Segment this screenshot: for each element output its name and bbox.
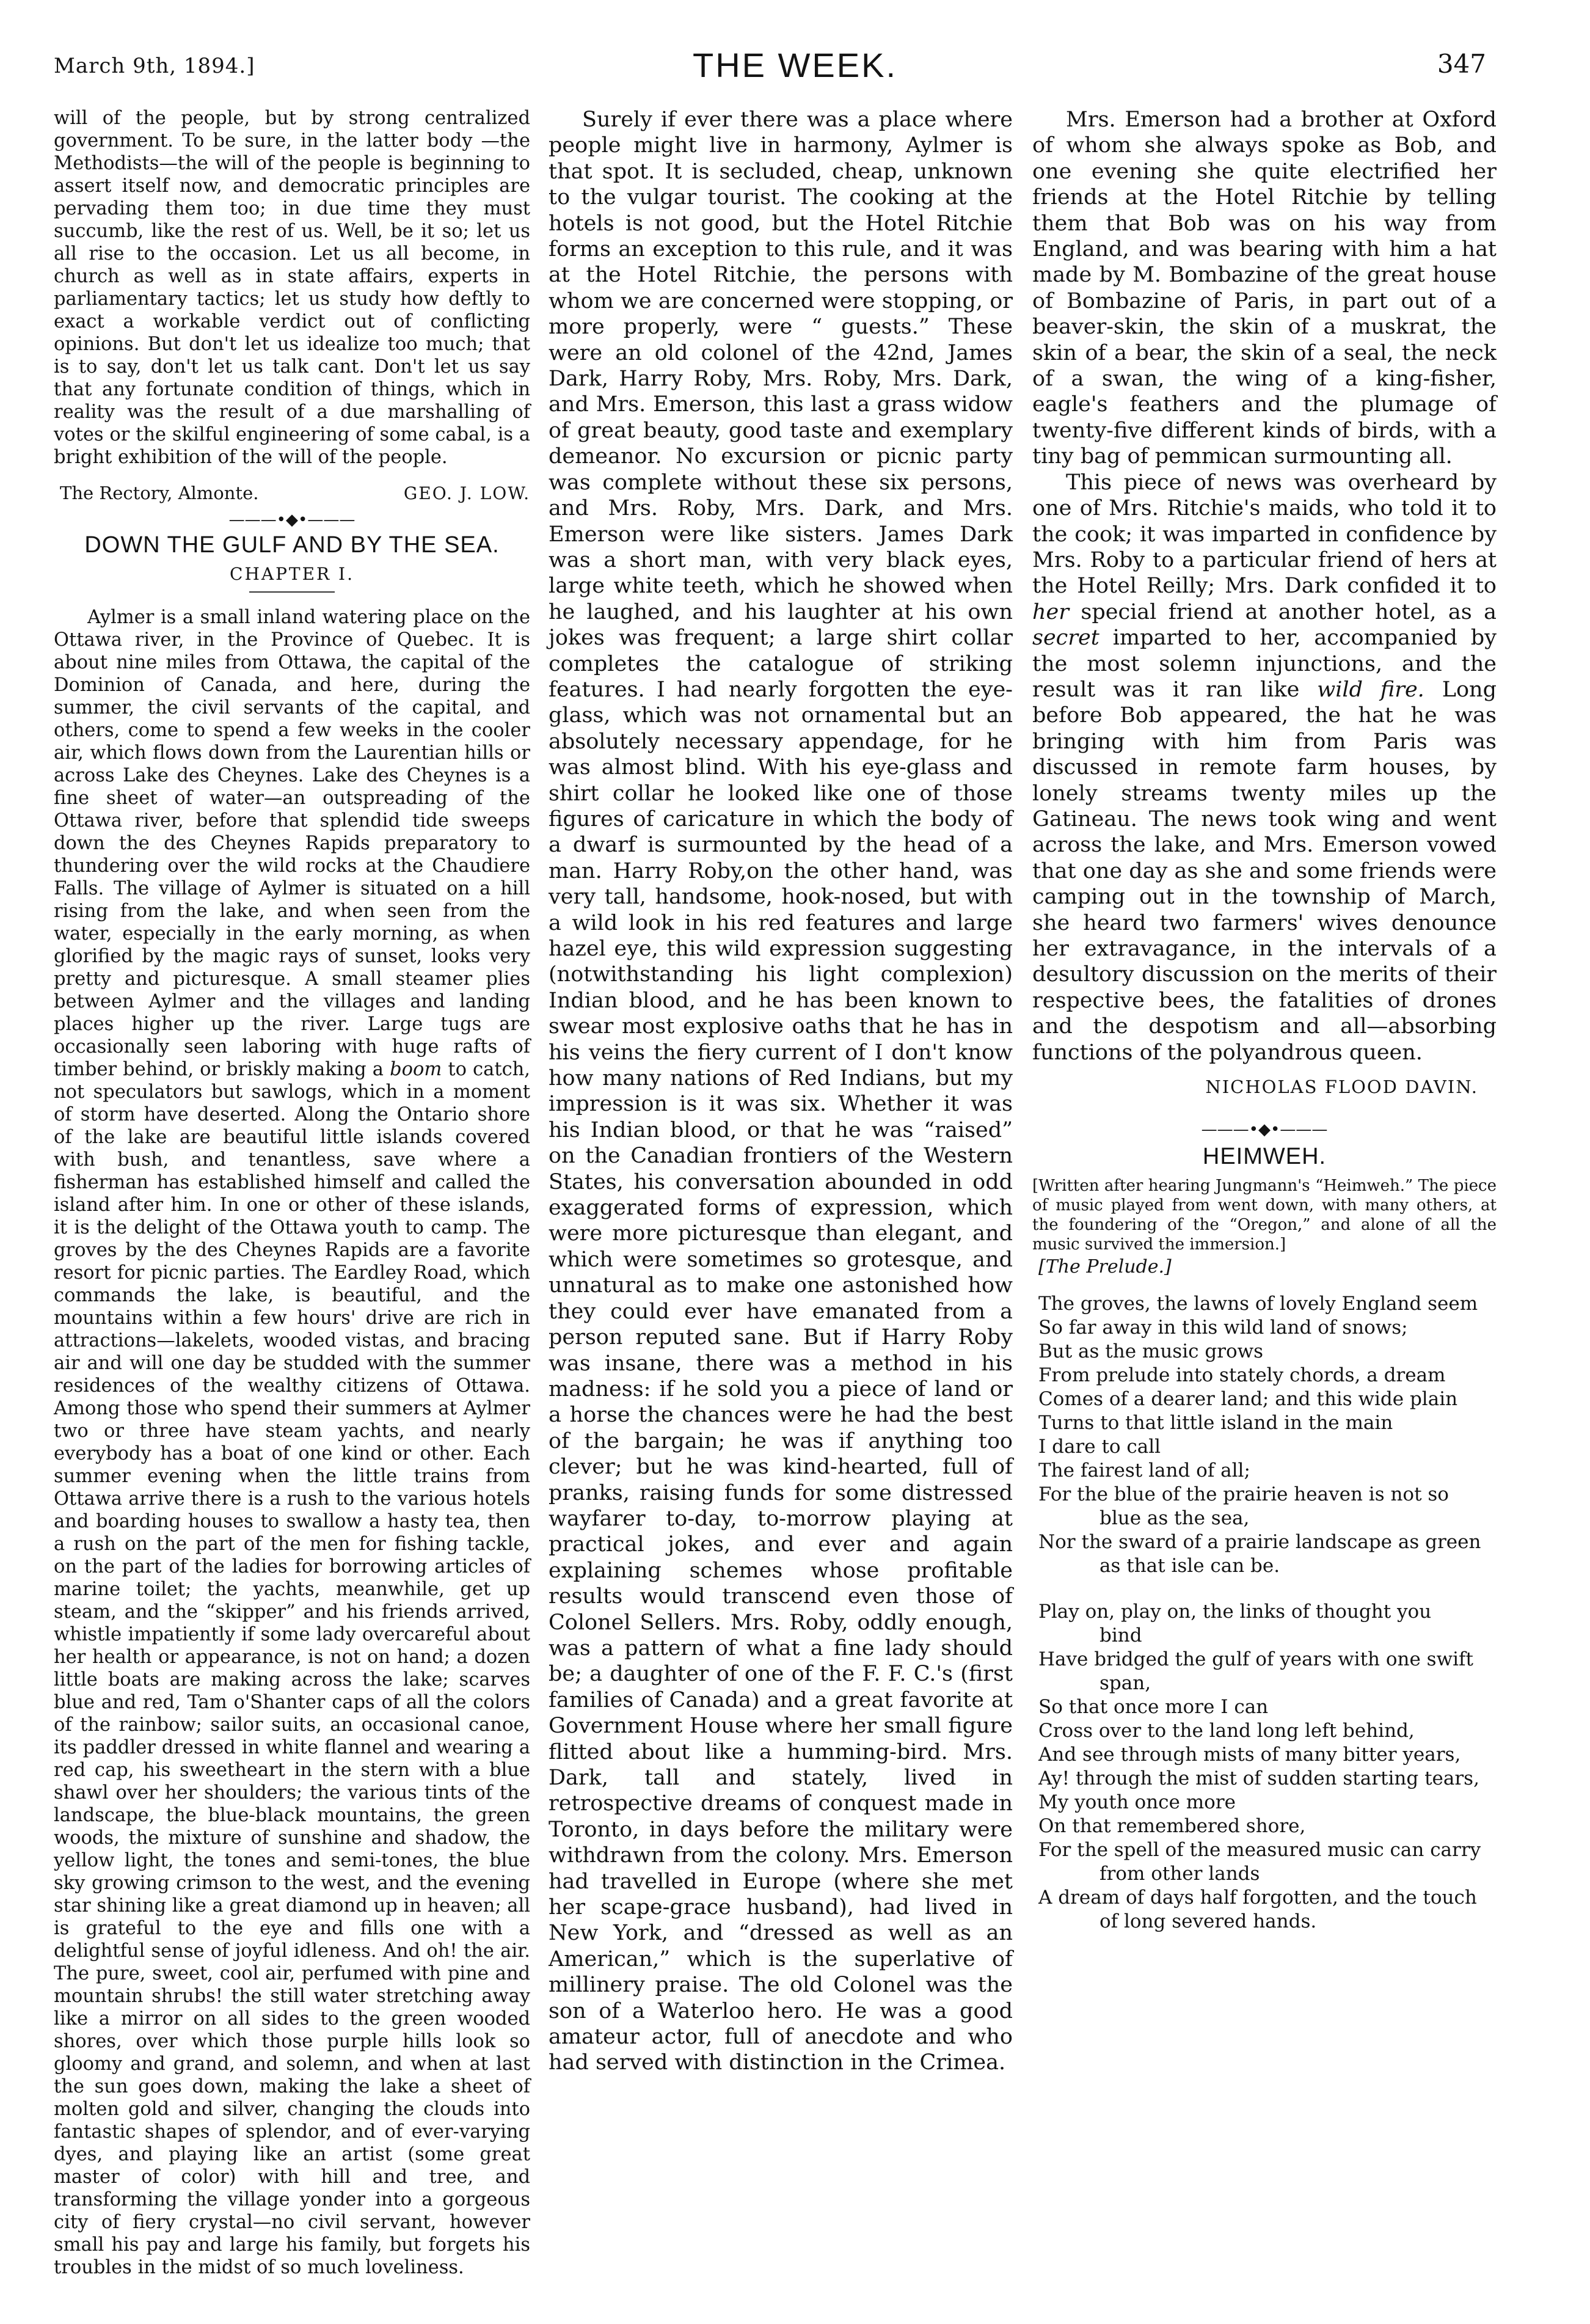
letter-paragraph: will of the people, but by strong centralized government. To be sure, in the latter body —the Methodists—the will of the people is beginning to assert itself now, and democratic principles are pervading them too; in due time they must succumb, like the rest of us. Well, be it so; let us all rise to the occasion. Let us all become, in church as well as in state affairs, experts in parliamentary tactics; let us study how deftly to exact a workable verdict out of conflicting opinions. But don't let us idealize too much; that is to say, don't let us talk cant. Don't let us say that any fortunate condition of things, which in reality was the result of a due marshalling of votes or the skilful engineering of some cabal, is a bright exhibition of the will of the people. <box>54 108 530 468</box>
poem-line: from other lands <box>1100 1863 1260 1885</box>
section-divider-2: ———•◆•——— <box>1201 1120 1328 1139</box>
poem-line: Nor the sward of a prairie landscape as green <box>1038 1531 1481 1554</box>
story-paragraph-4-d: Long before Bob appeared, the hat he was bringing with him from Paris was discussed in remote farm houses, by lonely streams twenty miles up the Gatineau. The news took wing and went across the lake, and Mrs. Emerson vowed that one day as she and some friends were camping out in the township of March, she heard two farmers' wives denounce her extravagance, in the intervals of a desultory discussion on the merits of their respective bees, the fatalities of drones and the despotism and all—absorbing functions of the polyandrous queen. <box>1032 677 1497 1065</box>
poem-body <box>1038 1292 1497 1934</box>
story-paragraph-4-em-2: secret <box>1032 626 1100 651</box>
story-paragraph-2: Surely if ever there was a place where people might live in harmony, Aylmer is that spot. It is secluded, cheap, unknown to the vulgar tourist. The cooking at the hotels is not good, but the Hotel Ritchie forms an exception to this rule, and it was at the Hotel Ritchie, the persons with whom we are concerned were stopping, or more properly, were “ guests.” These were an old colonel of the 42nd, James Dark, Harry Roby, Mrs. Roby, Mrs. Dark, and Mrs. Emerson, this last a grass widow of great beauty, good taste and exemplary demeanor. No excursion or picnic party was complete without these six persons, and Mrs. Roby, Mrs. Dark, and Mrs. Emerson were like sisters. James Dark was a short man, with very black eyes, large white teeth, which he showed when he laughed, and his laughter at his own jokes was frequent; a large shirt collar completes the catalogue of striking features. I had nearly forgotten the eye-glass, which was not ornamental but an absolutely necessary appendage, for he was almost blind. With his eye-glass and shirt collar he looked like one of those figures of caricature in which the body of a dwarf is surmounted by the head of a man. Harry Roby,on the other hand, was very tall, handsome, hook-nosed, but with a wild look in his red features and large hazel eye, this wild expression suggesting (notwithstanding his light complexion) Indian blood, and he has been known to swear most explosive oaths that he has in his veins the fiery current of I don't know how many nations of Red Indians, but my impression is it was six. Whether it was his Indian blood, or that he was “raised” on the Canadian frontiers of the Western States, his conversation abounded in odd exaggerated forms of expression, which were more picturesque than elegant, and which were sometimes so grotesque, and unnatural as to make one astonished how they could ever have emanated from a person reputed sane. But if Harry Roby was insane, there was a method in his madness: if he sold you a piece of land or a horse the chances were he had the best of the bargain; he was if anything too clever; but he was kind-hearted, full of pranks, raising funds for some distressed wayfarer to-day, to-morrow playing at practical jokes, and ever and again explaining schemes whose profitable results would transcend even those of Colonel Sellers. Mrs. Roby, oddly enough, was a pattern of what a fine lady should be; a daughter of one of the F. F. C.'s (first families of Canada) and a great favorite at Government House where her small figure flitted about like a humming-bird. Mrs. Dark, tall and stately, lived in retrospective dreams of conquest made in Toronto, in days before the military were withdrawn from the colony. Mrs. Emerson had travelled in Europe (where she met her scape-grace husband), had lived in New York, and “dressed as well as an American,” which is the superlative of millinery praise. The old Colonel was the son of a Waterloo hero. He was a good amateur actor, full of anecdote and who had served with distinction in the Crimea. <box>549 108 1013 2075</box>
poem-line: of long severed hands. <box>1100 1910 1317 1933</box>
poem-line: blue as the sea, <box>1100 1507 1250 1530</box>
poem-line: The fairest land of all; <box>1038 1460 1250 1482</box>
issue-date: March 9th, 1894.] <box>54 54 255 78</box>
poem-line: From prelude into stately chords, a dream <box>1038 1364 1446 1387</box>
page-number: 347 <box>1437 49 1486 79</box>
chapter-heading: CHAPTER I. <box>230 564 354 584</box>
story-paragraph-4-em-3: wild fire. <box>1317 677 1424 702</box>
stanza-break <box>1038 1578 1497 1600</box>
poem-line: My youth once more <box>1038 1791 1236 1814</box>
story-paragraph-4 <box>1032 470 1497 1065</box>
column-3 <box>1032 107 1497 1934</box>
letter-place: The Rectory, Almonte. <box>60 483 259 503</box>
story-paragraph-1-text: Aylmer is a small inland watering place on the Ottawa river, in the Province of Quebec. It is about nine miles from Ottawa, the capital of the Dominion of Canada, and here, during the summer, the civil servants of the capital, and others, come to spend a few weeks in the cooler air, which flows down from the Laurentian hills or across Lake des Cheynes. Lake des Cheynes is a fine sheet of water—an outspreading of the Ottawa river, before that splendid tide sweeps down the des Cheynes Rapids preparatory to thundering over the wild rocks at the Chaudiere Falls. The village of Aylmer is situated on a hill rising from the lake, and when seen from the water, especially in the early morning, as when glorified by the magic rays of sunset, looks very pretty and picturesque. A small steamer plies between Aylmer and the villages and landing places higher up the river. Large tugs are occasionally seen laboring with huge rafts of timber behind, or briskly making a <box>54 607 530 1080</box>
poem-line: And see through mists of many bitter years, <box>1038 1744 1461 1766</box>
section-divider: ———•◆•——— <box>228 511 356 529</box>
masthead <box>0 46 1590 98</box>
story-signature: NICHOLAS FLOOD DAVIN. <box>1205 1076 1478 1098</box>
poem-line: span, <box>1100 1672 1151 1695</box>
story-paragraph-4-c: imparted to her, accompanied by the most solemn injunctions, and the result was it ran like <box>1032 626 1497 702</box>
poem-line: as that isle can be. <box>1100 1555 1280 1577</box>
story-paragraph-3: Mrs. Emerson had a brother at Oxford of whom she always spoke as Bob, and one evening she quite electrified her friends at the Hotel Ritchie by telling them that Bob was on his way from England, and was bearing with him a hat made by M. Bombazine of the great house of Bombazine of Paris, in part out of a beaver-skin, the skin of a muskrat, the skin of a bear, the skin of a seal, the neck of a swan, the wing of a king-fisher, eagle's feathers and the plumage of twenty-five different kinds of birds, with a tiny bag of pemmican surmounting all. <box>1032 108 1497 469</box>
poem-line: So far away in this wild land of snows; <box>1038 1317 1408 1339</box>
poem-line: Ay! through the mist of sudden starting tears, <box>1038 1767 1479 1790</box>
column-2 <box>549 107 1013 2076</box>
poem-line: Cross over to the land long left behind, <box>1038 1720 1415 1742</box>
story-paragraph-1 <box>54 606 530 2279</box>
poem-line: On that remembered shore, <box>1038 1815 1306 1838</box>
poem-line: So that once more I can <box>1038 1696 1269 1719</box>
story-paragraph-4-a: This piece of news was overheard by one of Mrs. Ritchie's maids, who told it to the cook; it was imparted in confidence by Mrs. Roby to a particular friend of hers at the Hotel Reilly; Mrs. Dark confided it to <box>1032 470 1497 599</box>
poem-line: A dream of days half forgotten, and the touch <box>1038 1887 1477 1909</box>
newspaper-title: THE WEEK. <box>692 46 898 84</box>
poem-line: But as the music grows <box>1038 1340 1264 1363</box>
poem-note: [Written after hearing Jungmann's “Heimweh.” The piece of music played from went down, with many others, at the foundering of the “Oregon,” and alone of all the music survived the immersion.] <box>1032 1176 1497 1254</box>
letter-signature: GEO. J. LOW. <box>403 483 530 503</box>
poem-line: Comes of a dearer land; and this wide plain <box>1038 1388 1458 1411</box>
poem-prelude: [The Prelude.] <box>1038 1255 1172 1277</box>
letter-signoff <box>60 482 530 505</box>
story-paragraph-1-tail: to catch, not speculators but sawlogs, which in a moment of storm have deserted. Along the Ontario shore of the lake are beautiful little islands covered with bush, and tenantless, save where a fisherman has established himself and called the island after him. In one or other of these islands, it is the delight of the Ottawa youth to camp. The groves by the des Cheynes Rapids are a favorite resort for picnic parties. The Eardley Road, which commands the lake, is beautiful, and the mountains within a few hours' drive are rich in attractions—lakelets, wooded vistas, and bracing air and will one day be studded with the summer residences of the wealthy citizens of Ottawa. Among those who spend their summers at Aylmer two or three have steam yachts, and nearly everybody has a boat of one kind or other. Each summer evening when the little trains from Ottawa arrive there is a rush to the various hotels and boarding houses to swallow a hasty tea, then a rush on the part of the men for fishing tackle, on the part of the ladies for borrowing articles of marine toilet; the yachts, meanwhile, get up steam, and the “skipper” and his friends arrived, whistle impatiently if some lady overcareful about her health or appearance, is not on hand; a dozen little boats are making across the lake; scarves blue and red, Tam o'Shanter caps of all the colors of the rainbow; sailor suits, an occasional canoe, its paddler dressed in white flannel and wearing a red cap, his sweetheart in the stern with a blue shawl over her shoulders; the various tints of the landscape, the blue-black mountains, the green woods, the mixture of sunshine and shadow, the yellow light, the tones and semi-tones, the blue sky growing crimson to the west, and the evening star shining like a great diamond up in heaven; all is grateful to the eye and fills one with a delightful sense of joyful idleness. And oh! the air. The pure, sweet, cool air, perfumed with pine and mountain shrubs! the still water stretching away like a mirror on all sides to the green wooded shores, over which those purple hills look so gloomy and grand, and solemn, and when at last the sun goes down, making the lake a sheet of molten gold and silver, changing the clouds into fantastic shapes of splendor, and of ever-varying dyes, and playing like an artist (some great master of color) with hill and tree, and transforming the village yonder into a gorgeous city of fiery crystal—no civil servant, however small his pay and large his family, but forgets his troubles in the midst of so much loveliness. <box>54 1059 530 2278</box>
story-paragraph-4-em-1: her <box>1032 599 1069 624</box>
story-title: DOWN THE GULF AND BY THE SEA. <box>84 532 500 558</box>
column-1 <box>54 107 530 2279</box>
poem-line: Play on, play on, the links of thought you <box>1038 1601 1432 1623</box>
chapter-rule <box>249 591 335 593</box>
poem-line: Turns to that little island in the main <box>1038 1412 1393 1434</box>
poem-line: For the spell of the measured music can carry <box>1038 1839 1481 1862</box>
poem-line: Have bridged the gulf of years with one swift <box>1038 1648 1473 1671</box>
poem-line: I dare to call <box>1038 1436 1161 1458</box>
poem-line: For the blue of the prairie heaven is not so <box>1038 1483 1449 1506</box>
poem-line: bind <box>1100 1624 1142 1647</box>
poem-line: The groves, the lawns of lovely England seem <box>1038 1293 1478 1315</box>
story-paragraph-1-emphasis: boom <box>390 1059 442 1080</box>
poem-title: HEIMWEH. <box>1202 1144 1327 1170</box>
story-paragraph-4-b: special friend at another hotel, as a <box>1081 599 1497 624</box>
